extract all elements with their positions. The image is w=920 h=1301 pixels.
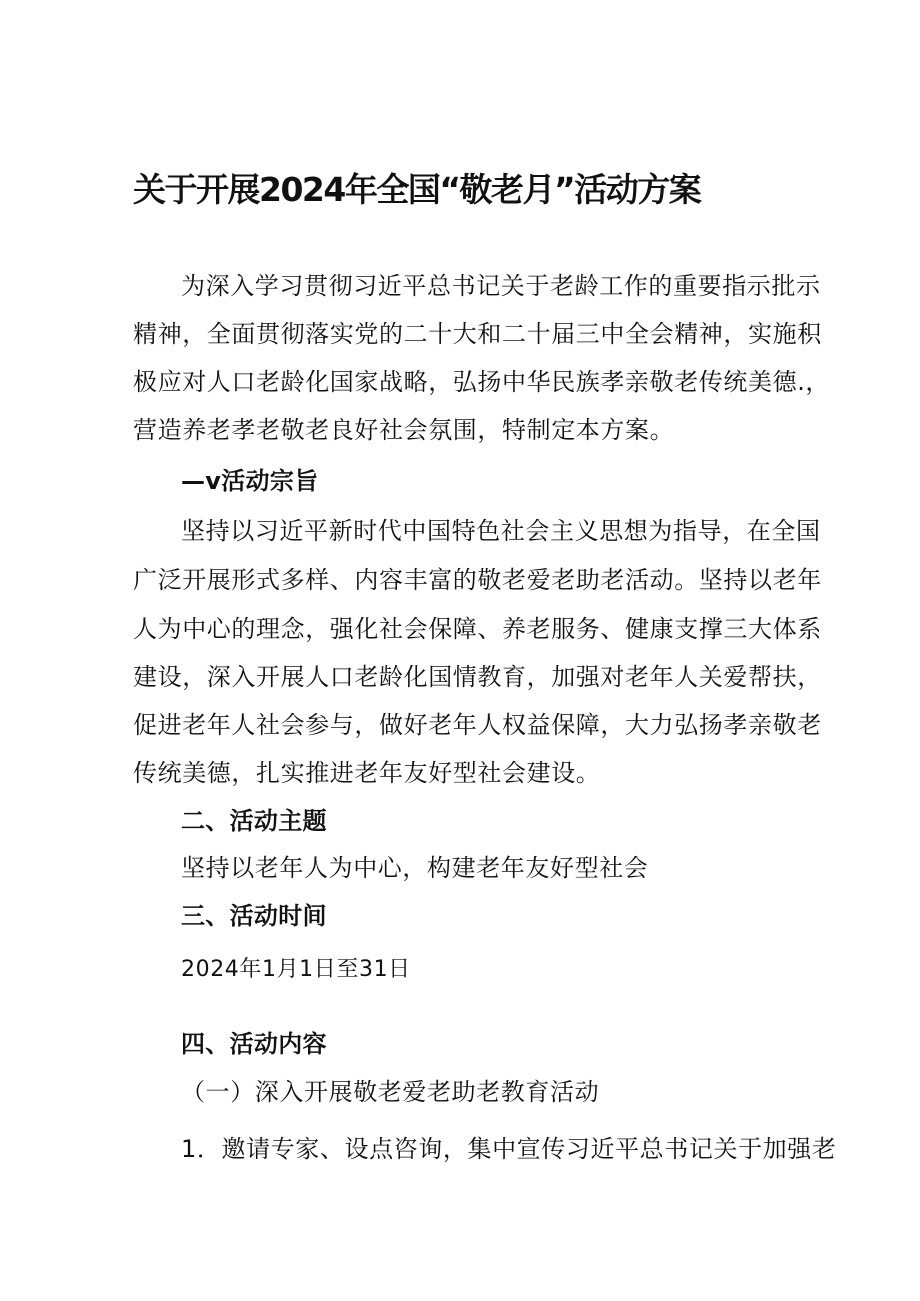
intro-line-3: 极应对人口老龄化国家战略，弘扬中华民族孝亲敬老传统美德.， [133,368,831,396]
theme-text: 坚持以老年人为中心，构建老年友好型社会 [181,854,649,882]
document-title: 关于开展2024年全国“敬老月”活动方案 [133,170,701,209]
intro-line-2: 精神，全面贯彻落实党的二十大和二十届三中全会精神，实施积 [133,320,822,348]
section-heading-theme: 二、活动主题 [181,807,327,835]
section-heading-time: 三、活动时间 [181,902,327,930]
purpose-line-5: 促进老年人社会参与，做好老年人权益保障，大力弘扬孝亲敬老 [133,711,822,739]
intro-line-4: 营造养老孝老敬老良好社会氛围，特制定本方案。 [133,416,675,444]
content-item-1: 1．邀请专家、设点咨询，集中宣传习近平总书记关于加强老 [181,1135,837,1163]
purpose-line-2: 广泛开展形式多样、内容丰富的敬老爱老助老活动。坚持以老年 [133,566,822,594]
time-text: 2024年1月1日至31日 [181,957,411,982]
purpose-line-1: 坚持以习近平新时代中国特色社会主义思想为指导，在全国 [181,517,821,545]
purpose-line-6: 传统美德，扎实推进老年友好型社会建设。 [133,759,601,787]
purpose-line-3: 人为中心的理念，强化社会保障、养老服务、健康支撑三大体系 [133,615,822,643]
section-heading-content: 四、活动内容 [181,1030,327,1058]
content-subheading-1: （一）深入开展敬老爱老助老教育活动 [181,1078,600,1106]
purpose-line-4: 建设，深入开展人口老龄化国情教育，加强对老年人关爱帮扶， [133,663,822,691]
intro-line-1: 为深入学习贯彻习近平总书记关于老龄工作的重要指示批示 [181,272,821,300]
section-heading-purpose: —v活动宗旨 [181,467,319,495]
